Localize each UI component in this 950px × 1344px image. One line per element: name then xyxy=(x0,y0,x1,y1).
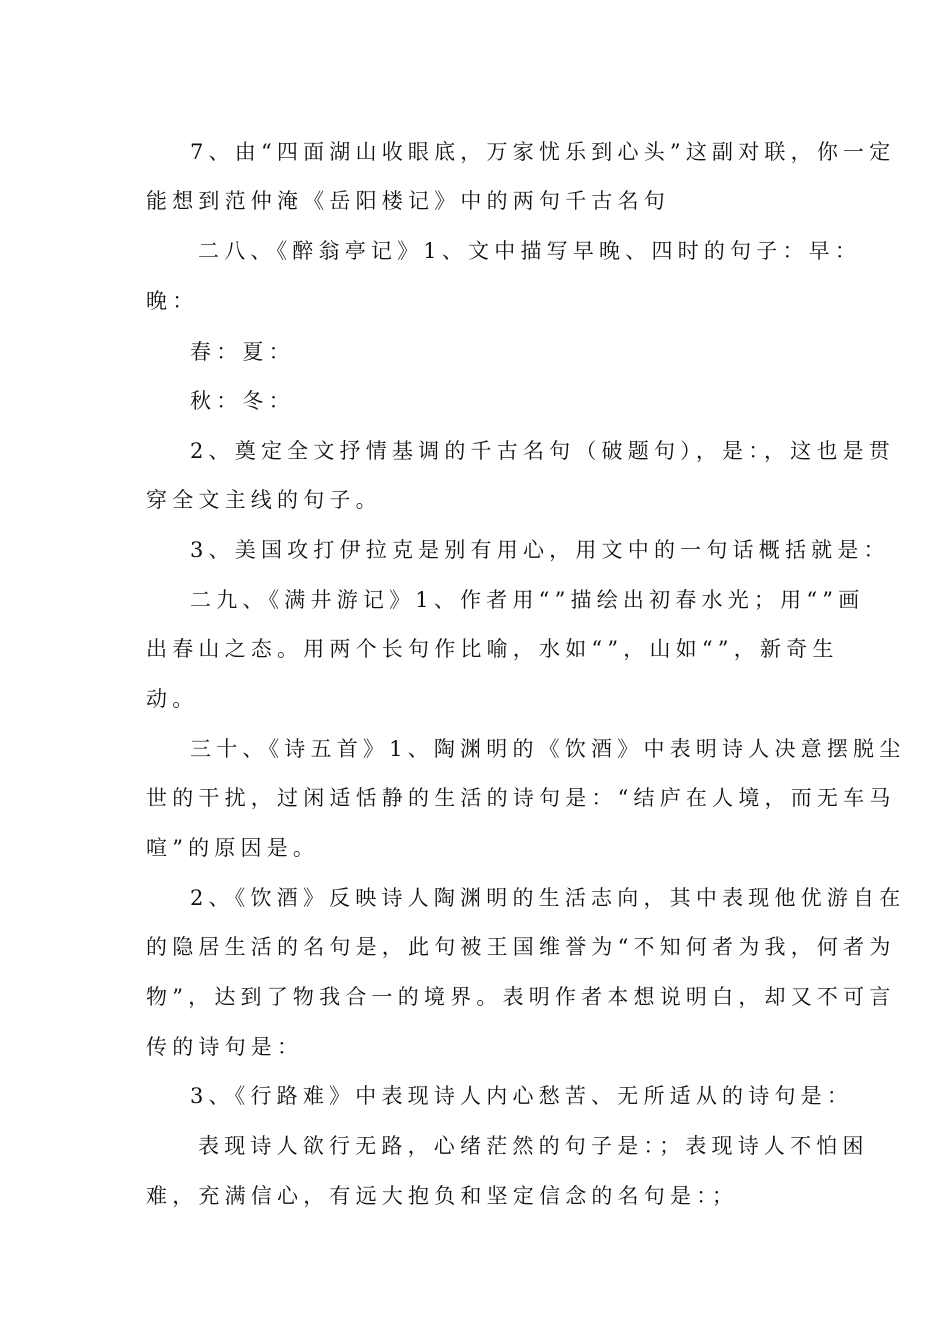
text-line: 物”，达到了物我合一的境界。表明作者本想说明白，却又不可言 xyxy=(146,985,896,1009)
text-line: 2、《饮酒》反映诗人陶渊明的生活志向，其中表现他优游自在 xyxy=(190,886,906,910)
text-line: 动。 xyxy=(146,687,199,711)
text-line: 能想到范仲淹《岳阳楼记》中的两句千古名句 xyxy=(146,189,670,213)
text-line: 出春山之态。用两个长句作比喻，水如“”，山如“”，新奇生 xyxy=(146,637,839,661)
text-line: 秋：冬： xyxy=(190,389,295,413)
text-line: 3、美国攻打伊拉克是别有用心，用文中的一句话概括就是： xyxy=(190,538,890,562)
text-line: 表现诗人欲行无路，心绪茫然的句子是：；表现诗人不怕困 xyxy=(198,1134,869,1158)
text-line: 3、《行路难》中表现诗人内心愁苦、无所适从的诗句是： xyxy=(190,1084,854,1108)
text-line: 喧”的原因是。 xyxy=(146,836,320,860)
text-line: 世的干扰，过闲适恬静的生活的诗句是：“结庐在人境，而无车马 xyxy=(146,786,896,810)
text-line: 三十、《诗五首》1、陶渊明的《饮酒》中表明诗人决意摆脱尘 xyxy=(190,737,906,761)
text-line: 晚： xyxy=(146,289,199,313)
text-line: 7、由“四面湖山收眼底，万家忧乐到心头”这副对联，你一定 xyxy=(190,140,896,164)
text-line: 二九、《满井游记》1、作者用“”描绘出初春水光；用“”画 xyxy=(190,588,865,612)
text-line: 的隐居生活的名句是，此句被王国维誉为“不知何者为我，何者为 xyxy=(146,935,896,959)
text-line: 穿全文主线的句子。 xyxy=(146,488,382,512)
text-line: 难，充满信心，有远大抱负和坚定信念的名句是：； xyxy=(146,1184,739,1208)
text-line: 春：夏： xyxy=(190,340,295,364)
text-line: 二八、《醉翁亭记》1、文中描写早晚、四时的句子：早： xyxy=(198,239,862,263)
text-line: 传的诗句是： xyxy=(146,1035,304,1059)
text-line: 2、奠定全文抒情基调的千古名句（破题句），是：，这也是贯 xyxy=(190,439,895,463)
